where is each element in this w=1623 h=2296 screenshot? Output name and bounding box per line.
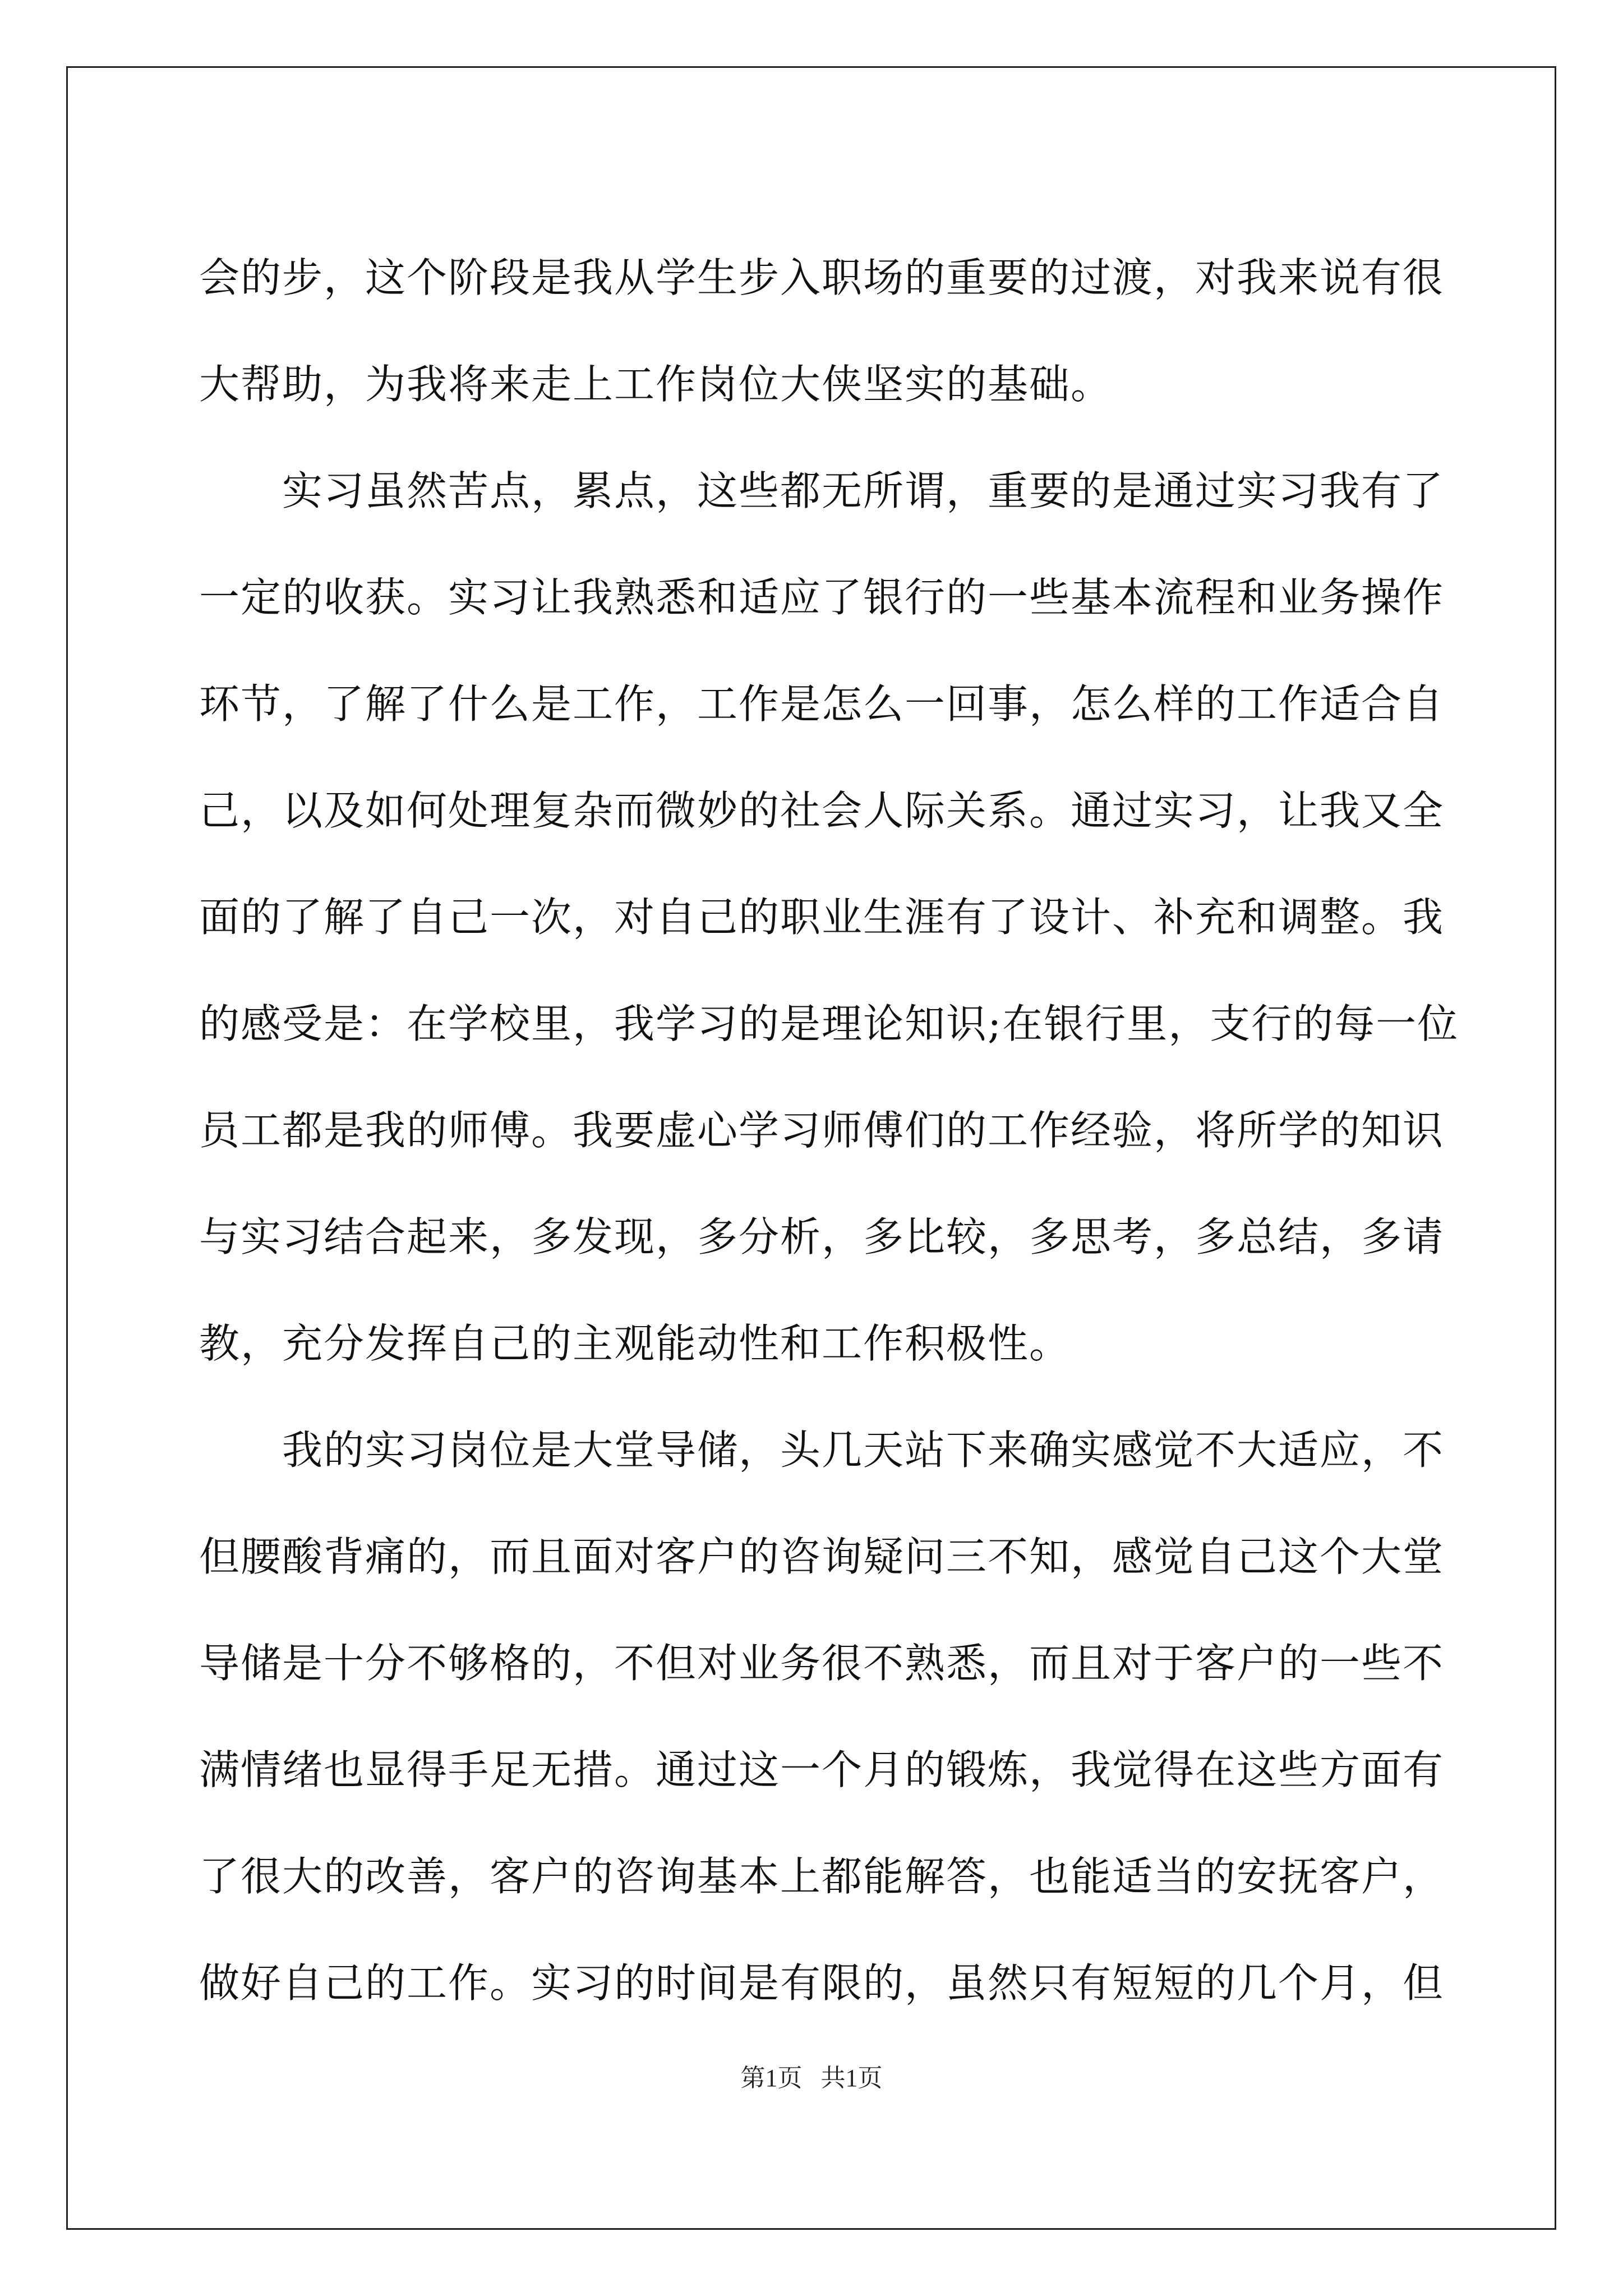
text-line: 我的实习岗位是大堂导储，头几天站下来确实感觉不大适应，不	[282, 1427, 1445, 1474]
text-line: 导储是十分不够格的，不但对业务很不熟悉，而且对于客户的一些不	[199, 1640, 1445, 1687]
text-line: 但腰酸背痛的，而且面对客户的咨询疑问三不知，感觉自己这个大堂	[199, 1533, 1445, 1580]
text-line: 实习虽然苦点，累点，这些都无所谓，重要的是通过实习我有了	[282, 467, 1445, 514]
text-line: 己，以及如何处理复杂而微妙的社会人际关系。通过实习，让我又全	[199, 787, 1445, 834]
page-footer: 第1页 共1页	[740, 2064, 883, 2092]
text-line: 大帮助，为我将来走上工作岗位大侠坚实的基础。	[199, 361, 1113, 408]
document-body	[199, 224, 1459, 2036]
text-line: 与实习结合起来，多发现，多分析，多比较，多思考，多总结，多请	[199, 1213, 1445, 1260]
text-line: 了很大的改善，客户的咨询基本上都能解答，也能适当的安抚客户，	[199, 1853, 1445, 1900]
text-line: 面的了解了自己一次，对自己的职业生涯有了设计、补充和调整。我	[199, 894, 1445, 941]
text-line: 的感受是：在学校里，我学习的是理论知识;在银行里，支行的每一位	[199, 1000, 1459, 1047]
text-line: 一定的收获。实习让我熟悉和适应了银行的一些基本流程和业务操作	[199, 574, 1445, 621]
text-line: 满情绪也显得手足无措。通过这一个月的锻炼，我觉得在这些方面有	[199, 1746, 1445, 1793]
text-line: 员工都是我的师傅。我要虚心学习师傅们的工作经验，将所学的知识	[199, 1107, 1445, 1154]
text-line: 会的步，这个阶段是我从学生步入职场的重要的过渡，对我来说有很	[199, 254, 1445, 301]
text-line: 环节，了解了什么是工作，工作是怎么一回事，怎么样的工作适合自	[199, 680, 1445, 728]
text-line: 教，充分发挥自己的主观能动性和工作积极性。	[199, 1320, 1071, 1367]
text-line: 做好自己的工作。实习的时间是有限的，虽然只有短短的几个月，但	[199, 1959, 1445, 2007]
